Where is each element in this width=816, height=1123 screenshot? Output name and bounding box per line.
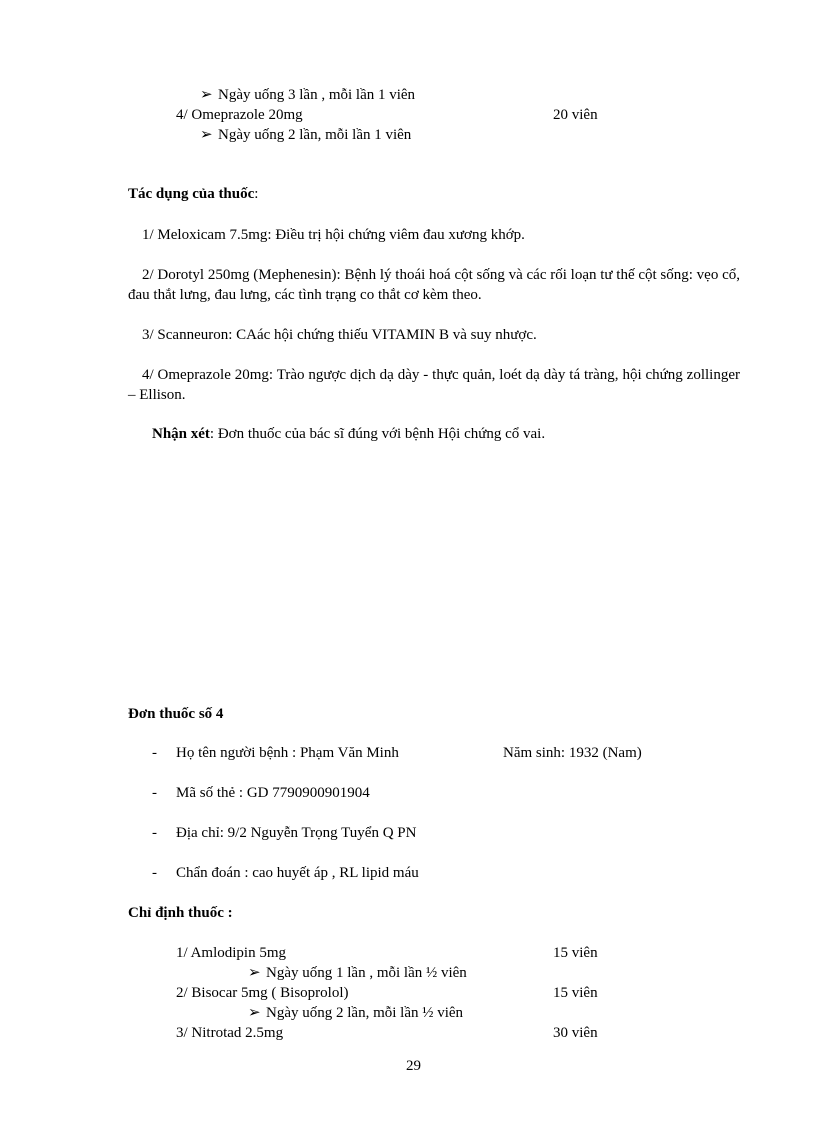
diagnosis: Chẩn đoán : cao huyết áp , RL lipid máu	[176, 865, 419, 881]
instruction-line: ➢ Ngày uống 2 lần, mỗi lần 1 viên	[200, 127, 412, 143]
indication-heading: Chỉ định thuốc :	[128, 905, 233, 921]
arrow-bullet-icon: ➢	[200, 87, 213, 103]
birth-year: Năm sinh: 1932 (Nam)	[503, 745, 642, 761]
drug-quantity: 15 viên	[553, 945, 598, 961]
bullet-dash: -	[152, 785, 157, 801]
effect-item: 1/ Meloxicam 7.5mg: Điều trị hội chứng viêm đau xương khớp.	[142, 227, 525, 243]
instruction-line: ➢ Ngày uống 3 lần , mỗi lần 1 viên	[200, 87, 416, 103]
instruction-line: ➢ Ngày uống 1 lần , mỗi lần ½ viên	[248, 965, 467, 981]
effects-heading: Tác dụng của thuốc:	[128, 186, 259, 202]
drug-quantity: 20 viên	[553, 107, 598, 123]
drug-name: 1/ Amlodipin 5mg	[176, 945, 287, 961]
effect-item: 3/ Scanneuron: CAác hội chứng thiếu VITAMIN B và suy nhược.	[142, 327, 537, 343]
effect-item: 2/ Dorotyl 250mg (Mephenesin): Bệnh lý thoái hoá cột sống và các rối loạn tư thế cột sống: vẹo cổ, đau thắt lưng, đau lưng, các tình trạng co thắt cơ kèm theo.	[128, 267, 741, 303]
drug-name: 3/ Nitrotad 2.5mg	[176, 1025, 284, 1041]
card-id: Mã số thẻ : GD 7790900901904	[176, 785, 370, 801]
prescription-title: Đơn thuốc số 4	[128, 706, 224, 722]
drug-name: 4/ Omeprazole 20mg	[176, 107, 303, 123]
arrow-bullet-icon: ➢	[248, 965, 261, 981]
arrow-bullet-icon: ➢	[200, 127, 213, 143]
remark: Nhận xét: Đơn thuốc của bác sĩ đúng với bệnh Hội chứng cổ vai.	[152, 426, 546, 442]
bullet-dash: -	[152, 745, 157, 761]
drug-name: 2/ Bisocar 5mg ( Bisoprolol)	[176, 985, 349, 1001]
bullet-dash: -	[152, 825, 157, 841]
drug-quantity: 15 viên	[553, 985, 598, 1001]
drug-quantity: 30 viên	[553, 1025, 598, 1041]
effect-item: 4/ Omeprazole 20mg: Trào ngược dịch dạ dày - thực quản, loét dạ dày tá tràng, hội chứng zollinger – Ellison.	[128, 367, 740, 403]
page-number: 29	[406, 1058, 421, 1074]
bullet-dash: -	[152, 865, 157, 881]
patient-name: Họ tên người bệnh : Phạm Văn Minh	[176, 745, 399, 761]
arrow-bullet-icon: ➢	[248, 1005, 261, 1021]
address: Địa chỉ: 9/2 Nguyễn Trọng Tuyển Q PN	[176, 825, 417, 841]
instruction-line: ➢ Ngày uống 2 lần, mỗi lần ½ viên	[248, 1005, 464, 1021]
